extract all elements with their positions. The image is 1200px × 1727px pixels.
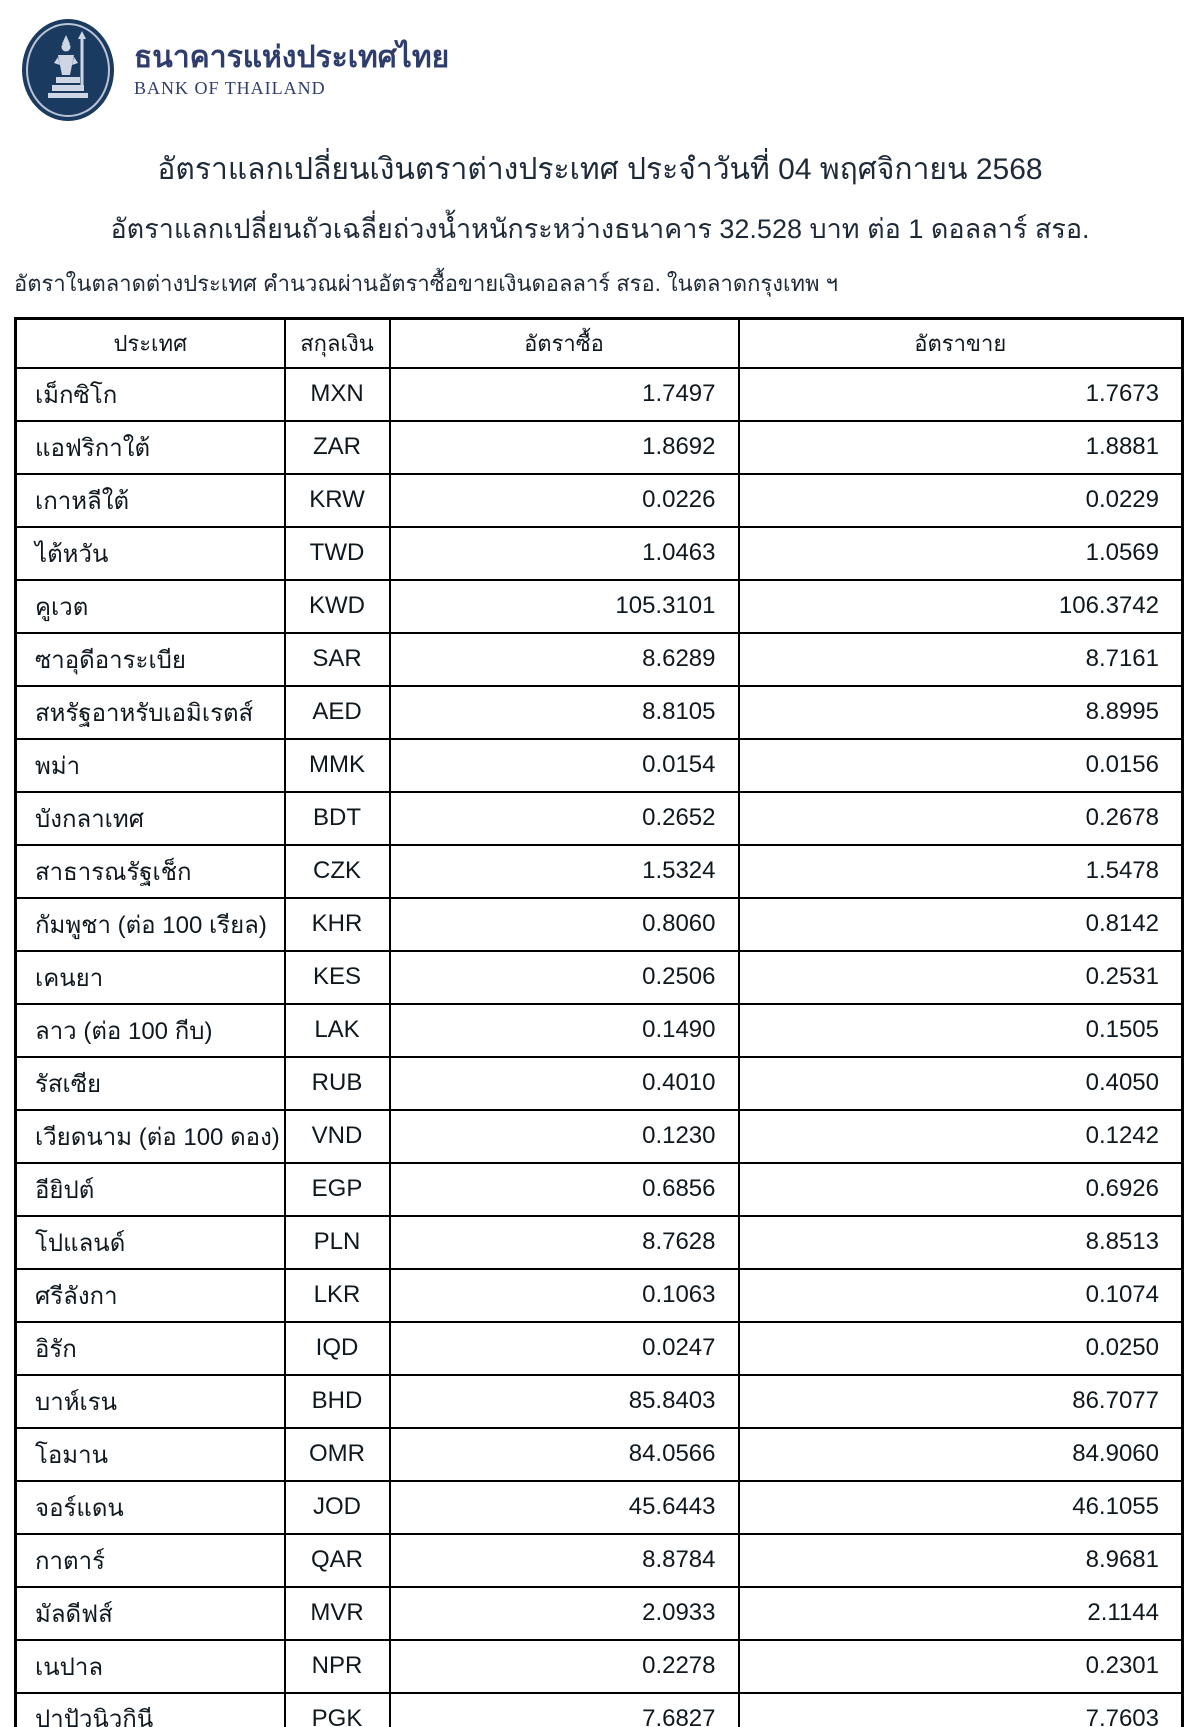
- table-row: [16, 1216, 1183, 1269]
- cell-currency-code: NPR: [285, 1640, 390, 1693]
- table-row: [16, 1587, 1183, 1640]
- cell-currency-code: CZK: [285, 845, 390, 898]
- cell-sell-rate: 0.1074: [739, 1269, 1183, 1322]
- table-row: [16, 1269, 1183, 1322]
- cell-country: สาธารณรัฐเช็ก: [16, 845, 285, 898]
- cell-sell-rate: 0.0229: [739, 474, 1183, 527]
- bank-names: [134, 41, 449, 99]
- cell-country: เกาหลีใต้: [16, 474, 285, 527]
- table-row: [16, 951, 1183, 1004]
- cell-sell-rate: 7.7603: [739, 1693, 1183, 1727]
- cell-country: เวียดนาม (ต่อ 100 ดอง): [16, 1110, 285, 1163]
- page-title: อัตราแลกเปลี่ยนเงินตราต่างประเทศ ประจำวันที่ 04 พฤศจิกายน 2568: [157, 153, 1043, 186]
- cell-country: จอร์แดน: [16, 1481, 285, 1534]
- table-row: [16, 1004, 1183, 1057]
- table-row: [16, 1693, 1183, 1727]
- table-header: [16, 319, 1183, 368]
- cell-buy-rate: 1.5324: [390, 845, 739, 898]
- cell-currency-code: MXN: [285, 368, 390, 421]
- cell-country: พม่า: [16, 739, 285, 792]
- cell-sell-rate: 0.1505: [739, 1004, 1183, 1057]
- cell-currency-code: MVR: [285, 1587, 390, 1640]
- cell-country: ปาปัวนิวกินี: [16, 1693, 285, 1727]
- table-row: [16, 421, 1183, 474]
- cell-country: มัลดีฟส์: [16, 1587, 285, 1640]
- cell-currency-code: EGP: [285, 1163, 390, 1216]
- cell-buy-rate: 0.0247: [390, 1322, 739, 1375]
- cell-currency-code: PGK: [285, 1693, 390, 1727]
- cell-buy-rate: 8.7628: [390, 1216, 739, 1269]
- cell-country: แอฟริกาใต้: [16, 421, 285, 474]
- table-row: [16, 1322, 1183, 1375]
- table-row: [16, 898, 1183, 951]
- cell-sell-rate: 0.2678: [739, 792, 1183, 845]
- table-row: [16, 1534, 1183, 1587]
- table-row: [16, 580, 1183, 633]
- cell-sell-rate: 0.8142: [739, 898, 1183, 951]
- cell-currency-code: MMK: [285, 739, 390, 792]
- rates-tbody: [16, 368, 1183, 1727]
- cell-country: คูเวต: [16, 580, 285, 633]
- cell-buy-rate: 0.2652: [390, 792, 739, 845]
- cell-sell-rate: 0.0250: [739, 1322, 1183, 1375]
- cell-buy-rate: 0.1490: [390, 1004, 739, 1057]
- cell-buy-rate: 84.0566: [390, 1428, 739, 1481]
- cell-buy-rate: 45.6443: [390, 1481, 739, 1534]
- table-row: [16, 1428, 1183, 1481]
- table-row: [16, 527, 1183, 580]
- cell-currency-code: QAR: [285, 1534, 390, 1587]
- bank-of-thailand-logo-icon: [20, 17, 116, 123]
- cell-currency-code: PLN: [285, 1216, 390, 1269]
- cell-sell-rate: 8.8513: [739, 1216, 1183, 1269]
- cell-currency-code: LAK: [285, 1004, 390, 1057]
- cell-buy-rate: 0.1063: [390, 1269, 739, 1322]
- cell-country: อิรัก: [16, 1322, 285, 1375]
- cell-sell-rate: 8.9681: [739, 1534, 1183, 1587]
- cell-country: อียิปต์: [16, 1163, 285, 1216]
- cell-currency-code: SAR: [285, 633, 390, 686]
- cell-buy-rate: 85.8403: [390, 1375, 739, 1428]
- market-note: อัตราในตลาดต่างประเทศ คำนวณผ่านอัตราซื้อขายเงินดอลลาร์ สรอ. ในตลาดกรุงเทพ ฯ: [14, 271, 838, 296]
- table-row: [16, 1375, 1183, 1428]
- cell-currency-code: BHD: [285, 1375, 390, 1428]
- cell-buy-rate: 105.3101: [390, 580, 739, 633]
- cell-sell-rate: 0.4050: [739, 1057, 1183, 1110]
- cell-sell-rate: 106.3742: [739, 580, 1183, 633]
- cell-currency-code: BDT: [285, 792, 390, 845]
- cell-currency-code: LKR: [285, 1269, 390, 1322]
- cell-buy-rate: 0.2278: [390, 1640, 739, 1693]
- table-row: [16, 686, 1183, 739]
- cell-country: บังกลาเทศ: [16, 792, 285, 845]
- table-row: [16, 1057, 1183, 1110]
- cell-sell-rate: 84.9060: [739, 1428, 1183, 1481]
- cell-currency-code: ZAR: [285, 421, 390, 474]
- cell-sell-rate: 1.5478: [739, 845, 1183, 898]
- cell-currency-code: RUB: [285, 1057, 390, 1110]
- cell-currency-code: TWD: [285, 527, 390, 580]
- cell-buy-rate: 1.8692: [390, 421, 739, 474]
- cell-country: บาห์เรน: [16, 1375, 285, 1428]
- cell-buy-rate: 0.1230: [390, 1110, 739, 1163]
- cell-country: โปแลนด์: [16, 1216, 285, 1269]
- column-header-country: ประเทศ: [16, 319, 285, 368]
- cell-buy-rate: 0.4010: [390, 1057, 739, 1110]
- table-row: [16, 1110, 1183, 1163]
- cell-sell-rate: 1.8881: [739, 421, 1183, 474]
- cell-country: ศรีลังกา: [16, 1269, 285, 1322]
- cell-country: กัมพูชา (ต่อ 100 เรียล): [16, 898, 285, 951]
- cell-currency-code: IQD: [285, 1322, 390, 1375]
- cell-sell-rate: 8.7161: [739, 633, 1183, 686]
- cell-buy-rate: 8.8784: [390, 1534, 739, 1587]
- cell-country: โอมาน: [16, 1428, 285, 1481]
- table-row: [16, 633, 1183, 686]
- table-row: [16, 1481, 1183, 1534]
- table-row: [16, 474, 1183, 527]
- column-header-sell-rate: อัตราขาย: [739, 319, 1183, 368]
- bank-header: [0, 0, 1200, 126]
- cell-currency-code: OMR: [285, 1428, 390, 1481]
- bank-name-english: BANK OF THAILAND: [134, 77, 326, 98]
- cell-currency-code: JOD: [285, 1481, 390, 1534]
- cell-sell-rate: 0.2301: [739, 1640, 1183, 1693]
- page-subtitle: อัตราแลกเปลี่ยนถัวเฉลี่ยถ่วงน้ำหนักระหว่างธนาคาร 32.528 บาท ต่อ 1 ดอลลาร์ สรอ.: [110, 214, 1090, 244]
- table-row: [16, 1640, 1183, 1693]
- table-row: [16, 845, 1183, 898]
- cell-currency-code: KWD: [285, 580, 390, 633]
- cell-buy-rate: 0.6856: [390, 1163, 739, 1216]
- cell-buy-rate: 0.0226: [390, 474, 739, 527]
- cell-buy-rate: 8.6289: [390, 633, 739, 686]
- cell-buy-rate: 7.6827: [390, 1693, 739, 1727]
- cell-country: เคนยา: [16, 951, 285, 1004]
- table-row: [16, 792, 1183, 845]
- cell-sell-rate: 1.7673: [739, 368, 1183, 421]
- cell-sell-rate: 0.1242: [739, 1110, 1183, 1163]
- table-row: [16, 368, 1183, 421]
- column-header-buy-rate: อัตราซื้อ: [390, 319, 739, 368]
- cell-country: รัสเซีย: [16, 1057, 285, 1110]
- cell-currency-code: KHR: [285, 898, 390, 951]
- table-row: [16, 739, 1183, 792]
- cell-country: เนปาล: [16, 1640, 285, 1693]
- cell-buy-rate: 0.8060: [390, 898, 739, 951]
- cell-country: เม็กซิโก: [16, 368, 285, 421]
- column-header-currency: สกุลเงิน: [285, 319, 390, 368]
- header-row: [16, 319, 1183, 368]
- cell-sell-rate: 0.6926: [739, 1163, 1183, 1216]
- cell-buy-rate: 0.0154: [390, 739, 739, 792]
- cell-currency-code: KRW: [285, 474, 390, 527]
- bank-name-thai: ธนาคารแห่งประเทศไทย: [134, 41, 450, 75]
- cell-sell-rate: 2.1144: [739, 1587, 1183, 1640]
- cell-country: กาตาร์: [16, 1534, 285, 1587]
- exchange-rate-table: [14, 317, 1184, 1727]
- cell-country: ไต้หวัน: [16, 527, 285, 580]
- cell-buy-rate: 1.0463: [390, 527, 739, 580]
- cell-buy-rate: 0.2506: [390, 951, 739, 1004]
- cell-currency-code: KES: [285, 951, 390, 1004]
- cell-country: สหรัฐอาหรับเอมิเรตส์: [16, 686, 285, 739]
- cell-sell-rate: 8.8995: [739, 686, 1183, 739]
- table-row: [16, 1163, 1183, 1216]
- cell-sell-rate: 0.0156: [739, 739, 1183, 792]
- cell-currency-code: VND: [285, 1110, 390, 1163]
- cell-sell-rate: 46.1055: [739, 1481, 1183, 1534]
- cell-country: ซาอุดีอาระเบีย: [16, 633, 285, 686]
- cell-currency-code: AED: [285, 686, 390, 739]
- cell-sell-rate: 86.7077: [739, 1375, 1183, 1428]
- cell-sell-rate: 1.0569: [739, 527, 1183, 580]
- cell-buy-rate: 8.8105: [390, 686, 739, 739]
- cell-buy-rate: 2.0933: [390, 1587, 739, 1640]
- cell-sell-rate: 0.2531: [739, 951, 1183, 1004]
- cell-country: ลาว (ต่อ 100 กีบ): [16, 1004, 285, 1057]
- cell-buy-rate: 1.7497: [390, 368, 739, 421]
